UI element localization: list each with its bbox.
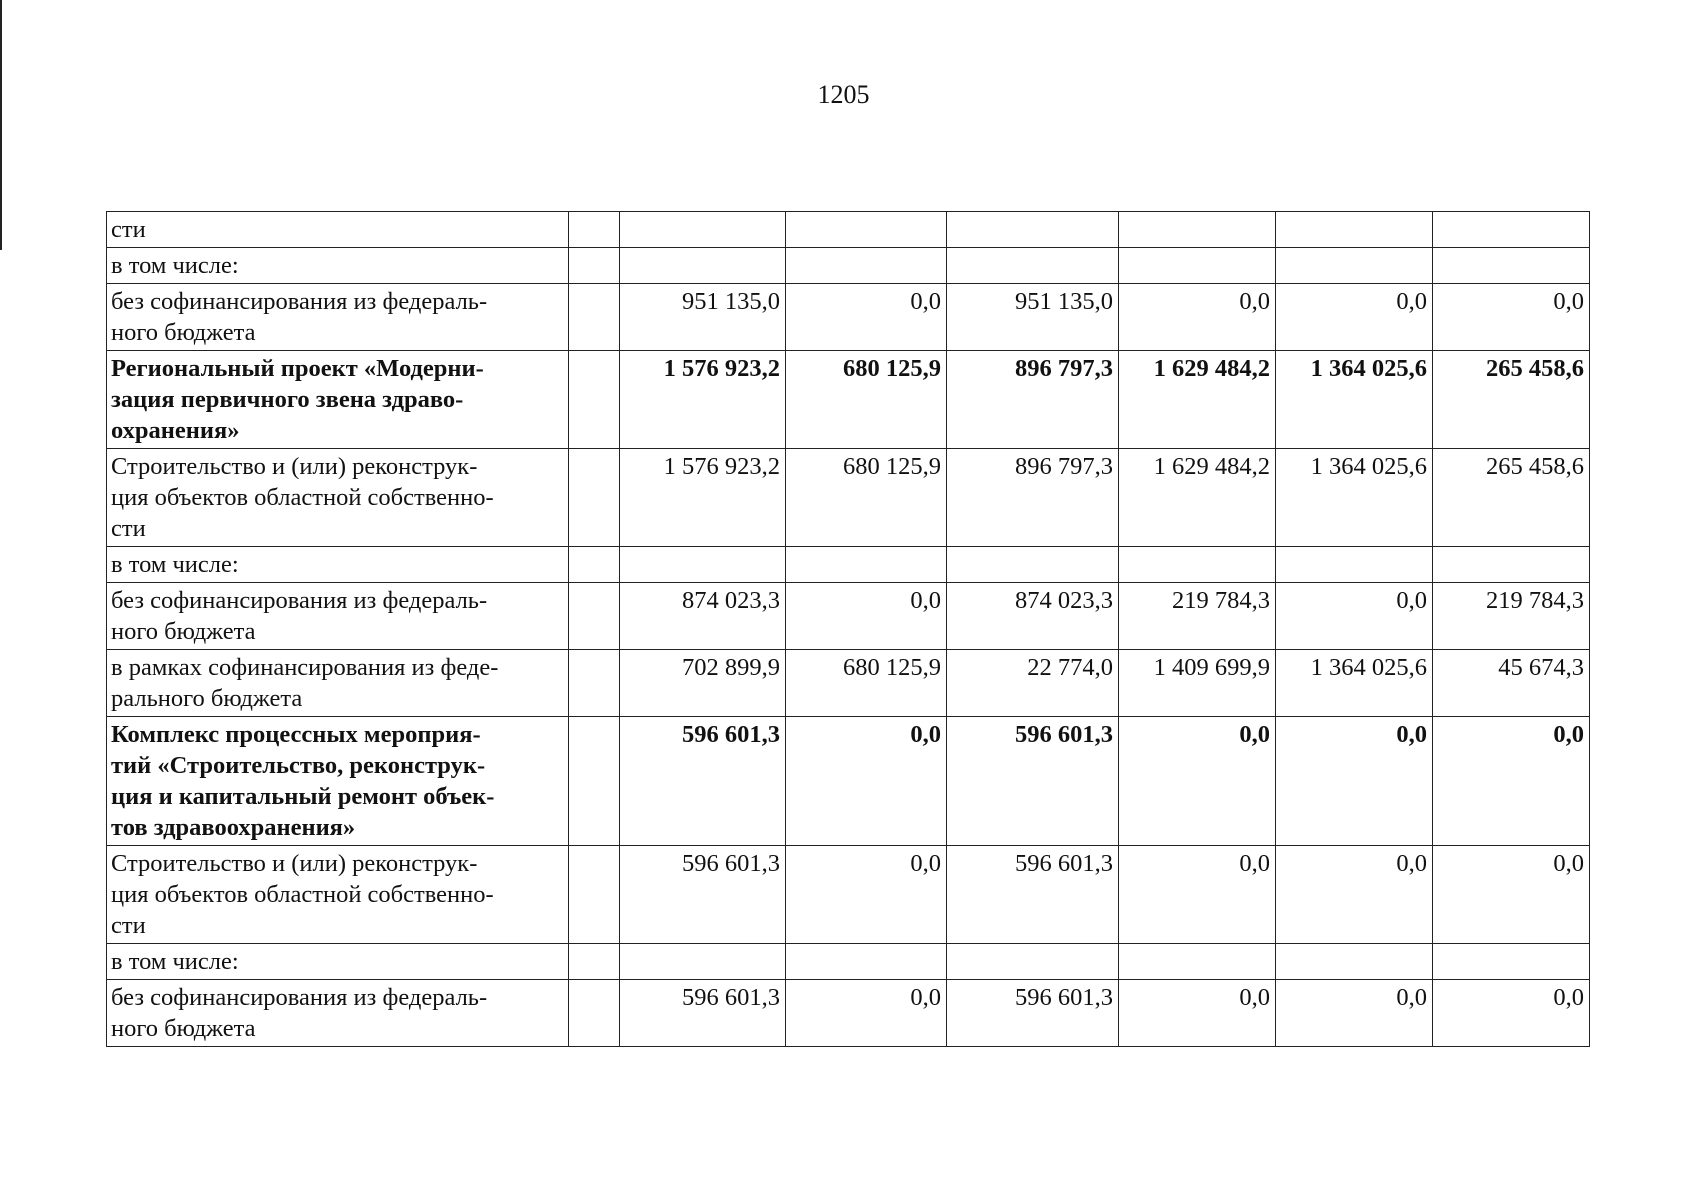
value-cell [1276,248,1433,284]
value-cell: 0,0 [1119,980,1276,1047]
blank-cell [569,717,620,846]
value-cell [1433,944,1590,980]
value-cell [1119,248,1276,284]
row-label-line: ного бюджета [111,618,256,645]
row-label-cell [107,449,569,547]
table-row [107,212,1590,248]
row-label-line: зация первичного звена здраво- [111,386,464,413]
value-cell: 0,0 [1119,846,1276,944]
table-row [107,846,1590,944]
value-cell: 45 674,3 [1433,650,1590,717]
value-cell: 0,0 [1276,583,1433,650]
value-cell [1276,212,1433,248]
budget-table-body [107,212,1590,1047]
blank-cell [569,212,620,248]
row-label-cell [107,248,569,284]
value-cell: 219 784,3 [1119,583,1276,650]
blank-cell [569,980,620,1047]
blank-cell [569,583,620,650]
value-cell: 0,0 [1433,284,1590,351]
value-cell [620,547,786,583]
row-label-line: в том числе: [111,551,239,578]
value-cell: 896 797,3 [947,351,1119,449]
budget-table [106,211,1590,1047]
row-label-line: тов здравоохранения» [111,814,356,841]
value-cell: 680 125,9 [786,351,947,449]
row-label-line: тий «Строительство, реконструк- [111,752,486,779]
value-cell: 1 409 699,9 [1119,650,1276,717]
value-cell [1119,944,1276,980]
value-cell: 874 023,3 [620,583,786,650]
value-cell: 22 774,0 [947,650,1119,717]
value-cell [620,212,786,248]
value-cell: 702 899,9 [620,650,786,717]
value-cell: 0,0 [786,846,947,944]
value-cell [786,248,947,284]
value-cell: 680 125,9 [786,650,947,717]
row-label-line: охранения» [111,417,240,444]
value-cell: 596 601,3 [947,717,1119,846]
value-cell: 0,0 [1276,717,1433,846]
blank-cell [569,449,620,547]
value-cell: 680 125,9 [786,449,947,547]
row-label-line: без софинансирования из федераль- [111,587,488,614]
row-label-line: ция объектов областной собственно- [111,484,494,511]
row-label-cell [107,980,569,1047]
row-label-line: в рамках софинансирования из феде- [111,654,499,681]
value-cell: 0,0 [1119,284,1276,351]
value-cell: 0,0 [786,980,947,1047]
value-cell: 596 601,3 [620,980,786,1047]
row-label-cell [107,944,569,980]
value-cell: 0,0 [786,583,947,650]
blank-cell [569,846,620,944]
value-cell: 265 458,6 [1433,449,1590,547]
table-row [107,650,1590,717]
row-label-line: ного бюджета [111,1015,256,1042]
row-label-cell [107,583,569,650]
row-label-line: ного бюджета [111,319,256,346]
row-label-line: без софинансирования из федераль- [111,984,488,1011]
table-row [107,583,1590,650]
row-label-line: без софинансирования из федераль- [111,288,488,315]
row-label-line: рального бюджета [111,685,303,712]
scan-edge-line [0,0,2,250]
page-number: 1205 [817,80,870,109]
value-cell: 596 601,3 [620,846,786,944]
row-label-cell [107,650,569,717]
row-label-line: сти [111,515,146,542]
value-cell: 896 797,3 [947,449,1119,547]
value-cell: 596 601,3 [947,980,1119,1047]
table-row [107,284,1590,351]
value-cell: 596 601,3 [620,717,786,846]
value-cell: 1 629 484,2 [1119,351,1276,449]
row-label-cell [107,212,569,248]
value-cell [786,547,947,583]
value-cell: 1 629 484,2 [1119,449,1276,547]
value-cell: 1 576 923,2 [620,449,786,547]
table-row [107,717,1590,846]
value-cell: 0,0 [1433,717,1590,846]
blank-cell [569,650,620,717]
value-cell [947,212,1119,248]
value-cell [947,547,1119,583]
row-label-cell [107,284,569,351]
table-row [107,248,1590,284]
value-cell [620,944,786,980]
row-label-line: ция и капитальный ремонт объек- [111,783,495,810]
row-label-line: ция объектов областной собственно- [111,881,494,908]
value-cell: 265 458,6 [1433,351,1590,449]
value-cell: 1 576 923,2 [620,351,786,449]
row-label-cell [107,846,569,944]
blank-cell [569,944,620,980]
value-cell: 0,0 [786,717,947,846]
row-label-line: в том числе: [111,252,239,279]
value-cell [786,212,947,248]
row-label-line: сти [111,912,146,939]
value-cell: 951 135,0 [620,284,786,351]
value-cell [786,944,947,980]
row-label-line: сти [111,216,146,243]
value-cell [620,248,786,284]
value-cell: 0,0 [1276,284,1433,351]
table-row [107,351,1590,449]
row-label-line: Строительство и (или) реконструк- [111,453,478,480]
row-label-cell [107,547,569,583]
value-cell: 0,0 [1433,980,1590,1047]
value-cell: 0,0 [1119,717,1276,846]
value-cell: 1 364 025,6 [1276,351,1433,449]
blank-cell [569,351,620,449]
value-cell [1276,944,1433,980]
value-cell: 1 364 025,6 [1276,650,1433,717]
value-cell: 874 023,3 [947,583,1119,650]
row-label-line: Строительство и (или) реконструк- [111,850,478,877]
value-cell [1276,547,1433,583]
value-cell: 0,0 [1276,980,1433,1047]
table-row [107,547,1590,583]
blank-cell [569,248,620,284]
value-cell [1119,547,1276,583]
value-cell [1433,547,1590,583]
value-cell: 0,0 [1433,846,1590,944]
value-cell [1119,212,1276,248]
value-cell: 951 135,0 [947,284,1119,351]
value-cell [947,248,1119,284]
value-cell: 0,0 [1276,846,1433,944]
row-label-cell [107,717,569,846]
value-cell: 0,0 [786,284,947,351]
row-label-cell [107,351,569,449]
blank-cell [569,547,620,583]
value-cell [1433,212,1590,248]
table-row [107,980,1590,1047]
row-label-line: Региональный проект «Модерни- [111,355,484,382]
row-label-line: Комплекс процессных мероприя- [111,721,481,748]
table-row [107,944,1590,980]
table-row [107,449,1590,547]
value-cell: 596 601,3 [947,846,1119,944]
row-label-line: в том числе: [111,948,239,975]
blank-cell [569,284,620,351]
value-cell: 1 364 025,6 [1276,449,1433,547]
value-cell: 219 784,3 [1433,583,1590,650]
value-cell [947,944,1119,980]
value-cell [1433,248,1590,284]
